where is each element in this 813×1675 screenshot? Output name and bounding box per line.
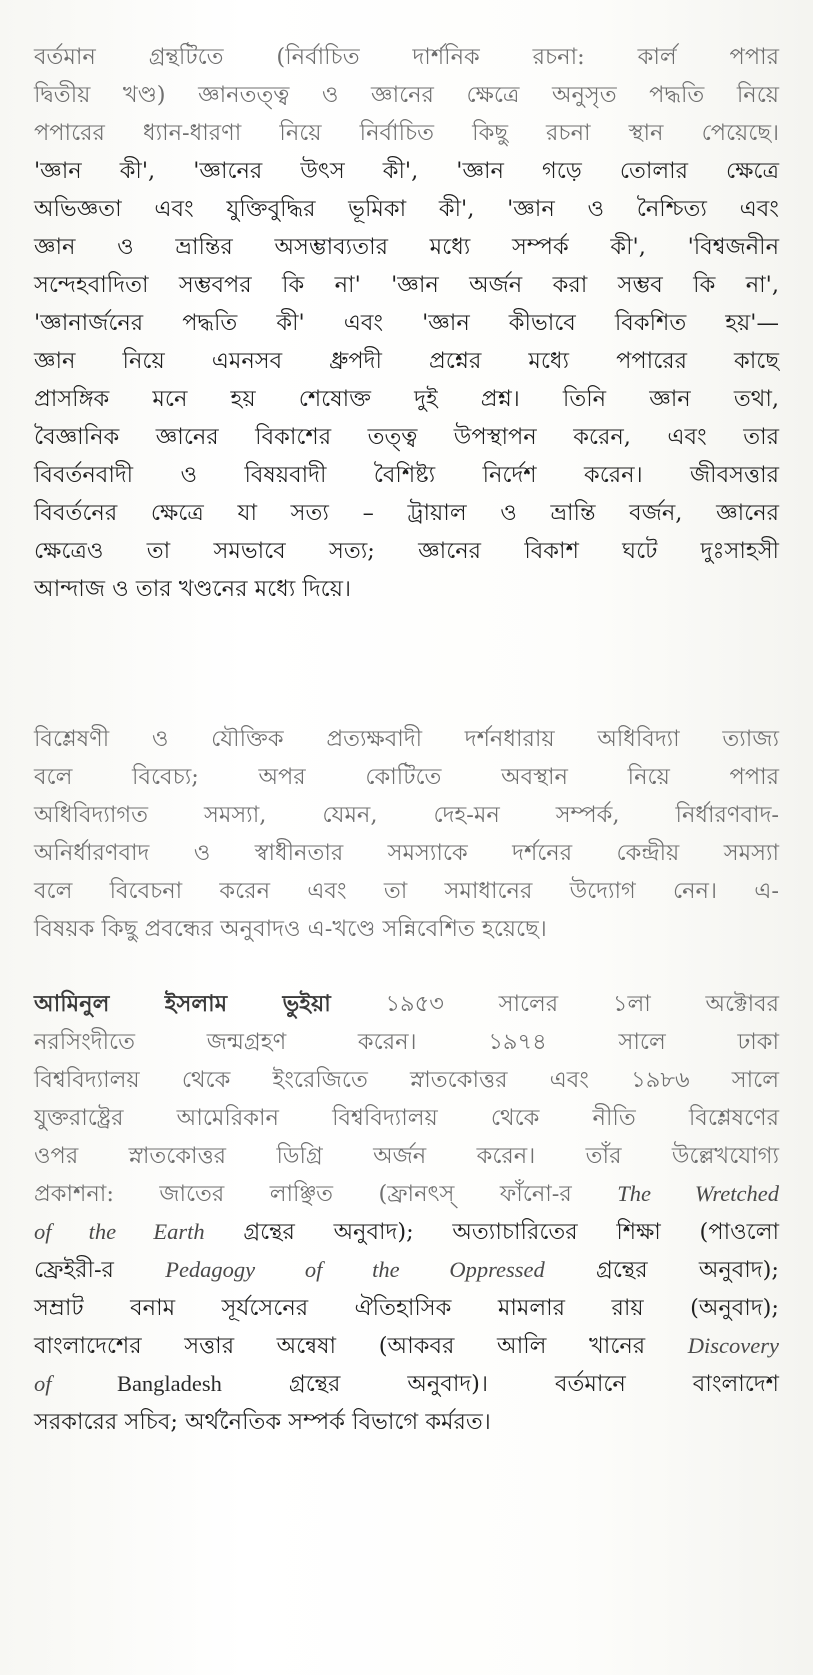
text-segment: বাংলাদেশের সত্তার অন্বেষা (আকবর আলি খানের — [34, 1333, 688, 1359]
text-line: নরসিংদীতে জন্মগ্রহণ করেন। ১৯৭৪ সালে ঢাকা — [34, 1029, 779, 1055]
text-line: 'জ্ঞান কী', 'জ্ঞানের উৎস কী', 'জ্ঞান গড়ে তোলার ক্ষেত্রে — [34, 158, 779, 184]
text-segment: গ্রন্থের অনুবাদ)। বর্তমানে বাংলাদেশ — [221, 1371, 779, 1397]
text-line: জ্ঞান নিয়ে এমনসব ধ্রুপদী প্রশ্নের মধ্যে পপারের কাছে — [34, 348, 779, 374]
book-title-english: Bangladesh — [51, 1371, 222, 1396]
text-line — [34, 1251, 779, 1289]
book-title-english: of — [34, 1371, 52, 1396]
text-line: প্রাসঙ্গিক মনে হয় শেষোক্ত দুই প্রশ্ন। তিনি জ্ঞান তথা, — [34, 386, 779, 412]
text-line: বিবর্তনবাদী ও বিষয়বাদী বৈশিষ্ট্য নির্দেশ করেন। জীবসত্তার — [34, 462, 779, 488]
text-line: বিশ্ববিদ্যালয় থেকে ইংরেজিতে স্নাতকোত্তর এবং ১৯৮৬ সালে — [34, 1067, 779, 1093]
book-title-english: Pedagogy of the Oppressed — [165, 1257, 545, 1282]
text-line: বলে বিবেচ্য; অপর কোটিতে অবস্থান নিয়ে পপার — [34, 764, 779, 790]
book-title-english: The Wretched — [617, 1181, 779, 1206]
book-description-paragraph — [34, 38, 779, 608]
text-line: পপারের ধ্যান-ধারণা নিয়ে নির্বাচিত কিছু রচনা স্থান পেয়েছে। — [34, 120, 779, 146]
text-line: বিশ্লেষণী ও যৌক্তিক প্রত্যক্ষবাদী দর্শনধারায় অধিবিদ্যা ত্যাজ্য — [34, 726, 779, 752]
text-line: বলে বিবেচনা করেন এবং তা সমাধানের উদ্যোগ নেন। এ- — [34, 878, 779, 904]
book-title-english: of the Earth — [34, 1219, 205, 1244]
text-line: 'জ্ঞানার্জনের পদ্ধতি কী' এবং 'জ্ঞান কীভাবে বিকশিত হয়'— — [34, 310, 779, 336]
text-line: ওপর স্নাতকোত্তর ডিগ্রি অর্জন করেন। তাঁর উল্লেখযোগ্য — [34, 1143, 779, 1169]
text-line: সরকারের সচিব; অর্থনৈতিক সম্পর্ক বিভাগে কর্মরত। — [34, 1409, 491, 1435]
text-segment: প্রকাশনা: জাতের লাঞ্ছিত (ফ্রানৎস্ ফাঁনো-র — [34, 1181, 618, 1207]
text-line: দ্বিতীয় খণ্ড) জ্ঞানতত্ত্ব ও জ্ঞানের ক্ষেত্রে অনুসৃত পদ্ধতি নিয়ে — [34, 82, 779, 108]
translator-name: আমিনুল ইসলাম ভুইয়া — [34, 991, 331, 1017]
text-segment: ফ্রেইরী-র — [34, 1257, 166, 1283]
text-line: সন্দেহবাদিতা সম্ভবপর কি না' 'জ্ঞান অর্জন করা সম্ভব কি না', — [34, 272, 779, 298]
text-line: ক্ষেত্রেও তা সমভাবে সত্য; জ্ঞানের বিকাশ ঘটে দুঃসাহসী — [34, 538, 779, 564]
text-line: অনির্ধারণবাদ ও স্বাধীনতার সমস্যাকে দর্শনের কেন্দ্রীয় সমস্যা — [34, 840, 779, 866]
text-line — [34, 1175, 779, 1213]
text-segment: গ্রন্থের অনুবাদ); — [544, 1257, 779, 1283]
text-line: যুক্তরাষ্ট্রের আমেরিকান বিশ্ববিদ্যালয় থেকে নীতি বিশ্লেষণের — [34, 1105, 779, 1131]
text-line — [34, 1365, 779, 1403]
text-line: জ্ঞান ও ভ্রান্তির অসম্ভাব্যতার মধ্যে সম্পর্ক কী', 'বিশ্বজনীন — [34, 234, 779, 260]
text-line — [34, 1327, 779, 1365]
text-line: অধিবিদ্যাগত সমস্যা, যেমন, দেহ-মন সম্পর্ক, নির্ধারণবাদ- — [34, 802, 779, 828]
text-segment: ১৯৫৩ সালের ১লা অক্টোবর — [330, 991, 779, 1017]
text-line — [34, 985, 779, 1023]
text-line — [34, 1213, 779, 1251]
text-line: বৈজ্ঞানিক জ্ঞানের বিকাশের তত্ত্ব উপস্থাপন করেন, এবং তার — [34, 424, 779, 450]
text-line: বিবর্তনের ক্ষেত্রে যা সত্য – ট্রায়াল ও ভ্রান্তি বর্জন, জ্ঞানের — [34, 500, 779, 526]
text-line: আন্দাজ ও তার খণ্ডনের মধ্যে দিয়ে। — [34, 576, 352, 602]
text-line: সম্রাট বনাম সূর্যসেনের ঐতিহাসিক মামলার রায় (অনুবাদ); — [34, 1295, 779, 1321]
text-segment: গ্রন্থের অনুবাদ); অত্যাচারিতের শিক্ষা (পাওলো — [204, 1219, 780, 1245]
text-line: বর্তমান গ্রন্থটিতে (নির্বাচিত দার্শনিক রচনা: কার্ল পপার — [34, 44, 779, 70]
translator-bio-paragraph — [34, 985, 779, 1441]
text-line: অভিজ্ঞতা এবং যুক্তিবুদ্ধির ভূমিকা কী', 'জ্ঞান ও নৈশ্চিত্য এবং — [34, 196, 779, 222]
metaphysics-paragraph — [34, 720, 779, 948]
text-line: বিষয়ক কিছু প্রবন্ধের অনুবাদও এ-খণ্ডে সন্নিবেশিত হয়েছে। — [34, 916, 547, 942]
book-title-english: Discovery — [687, 1333, 779, 1358]
